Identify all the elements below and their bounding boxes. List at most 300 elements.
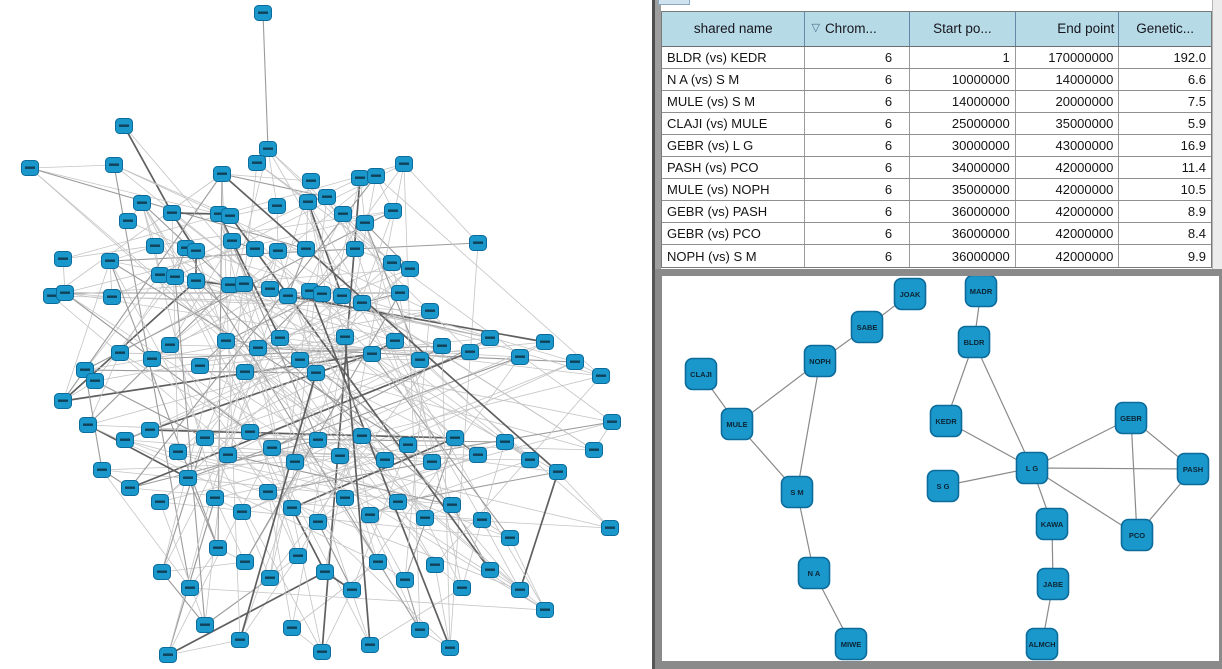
network-node[interactable] [152, 268, 169, 283]
node-label [107, 296, 117, 298]
network-node[interactable] [412, 623, 429, 638]
network-node[interactable] [80, 418, 97, 433]
node-label [119, 125, 129, 127]
network-node[interactable] [310, 515, 327, 530]
network-node-L-G[interactable] [1017, 453, 1048, 484]
table-cell: 11.4 [1181, 159, 1206, 175]
network-node[interactable] [497, 435, 514, 450]
network-node[interactable] [160, 648, 177, 663]
node-label [399, 163, 409, 165]
network-node[interactable] [412, 353, 429, 368]
network-node[interactable] [387, 334, 404, 349]
node-label [485, 337, 495, 339]
network-node[interactable] [264, 441, 281, 456]
table-row[interactable] [662, 179, 1211, 201]
node-label: ALMCH [1028, 640, 1056, 649]
network-node[interactable] [593, 369, 610, 384]
node-label [252, 162, 262, 164]
network-node[interactable] [400, 438, 417, 453]
network-node[interactable] [192, 359, 209, 374]
node-label: JOAK [899, 290, 921, 299]
network-node[interactable] [392, 286, 409, 301]
network-node[interactable] [347, 242, 364, 257]
node-label [607, 421, 617, 423]
node-label [390, 340, 400, 342]
network-node[interactable] [354, 429, 371, 444]
network-node[interactable] [144, 352, 161, 367]
network-node[interactable] [602, 521, 619, 536]
table-cell: 5.9 [1187, 115, 1206, 131]
network-node[interactable] [55, 394, 72, 409]
network-node[interactable] [424, 455, 441, 470]
network-node[interactable] [364, 347, 381, 362]
node-label [393, 501, 403, 503]
table-row[interactable] [662, 157, 1211, 179]
network-node[interactable] [334, 289, 351, 304]
network-node[interactable] [522, 453, 539, 468]
network-node[interactable] [57, 286, 74, 301]
node-label [272, 205, 282, 207]
network-node[interactable] [344, 583, 361, 598]
node-label [485, 569, 495, 571]
node-label [515, 356, 525, 358]
network-node[interactable] [337, 491, 354, 506]
network-node-KEDR[interactable] [931, 406, 962, 437]
network-node[interactable] [242, 425, 259, 440]
network-edge [30, 165, 114, 168]
table-cell: 8.9 [1187, 203, 1206, 219]
network-node-MADR[interactable] [966, 276, 997, 307]
network-node[interactable] [444, 498, 461, 513]
network-node[interactable] [502, 531, 519, 546]
network-node-S-G[interactable] [928, 471, 959, 502]
network-node[interactable] [94, 463, 111, 478]
network-node[interactable] [434, 339, 451, 354]
network-node-PASH[interactable] [1178, 454, 1209, 485]
filter-funnel-icon[interactable]: ▽ [811, 22, 820, 35]
table-row[interactable] [662, 69, 1211, 91]
node-label [145, 429, 155, 431]
network-node[interactable] [362, 508, 379, 523]
network-node[interactable] [317, 565, 334, 580]
network-node[interactable] [87, 374, 104, 389]
node-label [227, 240, 237, 242]
column-header-0[interactable] [662, 12, 805, 46]
node-label [173, 451, 183, 453]
network-node[interactable] [220, 448, 237, 463]
table-cell: 6.6 [1187, 71, 1206, 87]
network-edge [263, 13, 268, 149]
column-header-4[interactable] [1119, 12, 1211, 46]
node-label [225, 215, 235, 217]
network-node[interactable] [287, 455, 304, 470]
table-row[interactable] [662, 91, 1211, 113]
node-label [239, 283, 249, 285]
network-node[interactable] [604, 415, 621, 430]
network-node[interactable] [284, 501, 301, 516]
node-label [97, 469, 107, 471]
node-label [225, 284, 235, 286]
network-node[interactable] [237, 365, 254, 380]
network-node[interactable] [170, 445, 187, 460]
network-node[interactable] [272, 331, 289, 346]
network-node[interactable] [470, 448, 487, 463]
network-node[interactable] [368, 169, 385, 184]
node-label [540, 609, 550, 611]
network-node-BLDR[interactable] [959, 327, 990, 358]
network-node[interactable] [188, 244, 205, 259]
network-node[interactable] [385, 204, 402, 219]
node-label [337, 295, 347, 297]
node-label [420, 517, 430, 519]
node-label [123, 220, 133, 222]
table-cell: GEBR (vs) PASH [662, 201, 805, 222]
network-node[interactable] [224, 234, 241, 249]
network-node[interactable] [249, 156, 266, 171]
network-node[interactable] [314, 287, 331, 302]
node-label [155, 501, 165, 503]
network-node[interactable] [262, 571, 279, 586]
column-header-2[interactable] [910, 12, 1016, 46]
network-node[interactable] [417, 511, 434, 526]
node-label [596, 375, 606, 377]
node-label [371, 175, 381, 177]
network-node[interactable] [303, 174, 320, 189]
node-label [191, 250, 201, 252]
network-node[interactable] [197, 431, 214, 446]
network-node[interactable] [197, 618, 214, 633]
node-label [303, 201, 313, 203]
network-node[interactable] [337, 330, 354, 345]
node-label: N A [807, 569, 821, 578]
network-node[interactable] [247, 242, 264, 257]
detail-network-frame [652, 269, 1222, 669]
node-label [137, 202, 147, 204]
network-node[interactable] [384, 256, 401, 271]
network-node[interactable] [474, 513, 491, 528]
network-node[interactable] [236, 277, 253, 292]
node-label [403, 444, 413, 446]
node-label [165, 344, 175, 346]
node-label [217, 173, 227, 175]
detail-network-canvas [662, 276, 1219, 661]
table-cell: 42000000 [1016, 245, 1120, 267]
network-node[interactable] [142, 423, 159, 438]
network-node[interactable] [280, 289, 297, 304]
network-node[interactable] [210, 541, 227, 556]
node-label [473, 454, 483, 456]
network-node-MIWE[interactable] [836, 629, 867, 660]
node-label [301, 248, 311, 250]
network-node-KAWA[interactable] [1037, 509, 1068, 540]
network-node[interactable] [298, 242, 315, 257]
node-label [105, 260, 115, 262]
network-node[interactable] [308, 366, 325, 381]
node-label [350, 248, 360, 250]
table-cell: 14000000 [1016, 69, 1120, 90]
node-label [365, 514, 375, 516]
node-label [200, 624, 210, 626]
node-label [525, 459, 535, 461]
network-node[interactable] [152, 495, 169, 510]
network-node[interactable] [397, 573, 414, 588]
network-node[interactable] [120, 214, 137, 229]
table-row[interactable] [662, 113, 1211, 135]
node-label [340, 497, 350, 499]
node-label [213, 547, 223, 549]
node-label [210, 497, 220, 499]
network-node-PCO[interactable] [1122, 520, 1153, 551]
node-label [553, 471, 563, 473]
table-scrollbar[interactable] [1212, 0, 1222, 269]
table-row[interactable] [662, 223, 1211, 245]
network-node-JABE[interactable] [1038, 569, 1069, 600]
table-row[interactable] [662, 47, 1211, 69]
network-node-SABE[interactable] [852, 312, 883, 343]
node-label [83, 424, 93, 426]
network-node[interactable] [237, 555, 254, 570]
network-node-NOPH[interactable] [805, 346, 836, 377]
column-header-1[interactable] [805, 12, 910, 46]
node-label [273, 250, 283, 252]
table-cell: PASH (vs) PCO [662, 157, 805, 178]
network-edge [308, 202, 545, 610]
node-label: MULE [726, 420, 748, 429]
table-cell: 34000000 [910, 157, 1016, 178]
table-row[interactable] [662, 135, 1211, 157]
network-node[interactable] [370, 555, 387, 570]
table-cell: 36000000 [910, 245, 1016, 267]
node-label [373, 561, 383, 563]
node-label [457, 587, 467, 589]
network-node[interactable] [402, 262, 419, 277]
network-node[interactable] [512, 350, 529, 365]
network-node[interactable] [512, 583, 529, 598]
network-node[interactable] [537, 335, 554, 350]
table-cell: 6 [805, 113, 910, 134]
table-cell: N A (vs) S M [662, 69, 805, 90]
node-label [357, 302, 367, 304]
node-label [415, 629, 425, 631]
node-label [263, 148, 273, 150]
network-node[interactable] [104, 290, 121, 305]
node-label [287, 627, 297, 629]
node-label [125, 487, 135, 489]
network-edge [520, 472, 558, 590]
network-node[interactable] [396, 157, 413, 172]
network-node-GEBR[interactable] [1116, 403, 1147, 434]
node-label [183, 477, 193, 479]
node-label [245, 431, 255, 433]
network-node[interactable] [22, 161, 39, 176]
network-node[interactable] [102, 254, 119, 269]
node-label [322, 196, 332, 198]
column-header-label: Start po... [933, 21, 992, 37]
network-node[interactable] [470, 236, 487, 251]
node-label: SABE [856, 323, 878, 332]
network-node[interactable] [122, 481, 139, 496]
network-node[interactable] [352, 171, 369, 186]
network-node-N-A[interactable] [799, 558, 830, 589]
network-node[interactable] [270, 244, 287, 259]
network-node[interactable] [427, 558, 444, 573]
network-node[interactable] [482, 563, 499, 578]
node-label [415, 359, 425, 361]
table-cell: MULE (vs) S M [662, 91, 805, 112]
node-label [306, 180, 316, 182]
table-cell: 6 [805, 201, 910, 222]
network-node[interactable] [255, 6, 272, 21]
table-cell: 6 [805, 179, 910, 200]
network-node[interactable] [260, 485, 277, 500]
table-cell: 25000000 [910, 113, 1016, 134]
network-node[interactable] [357, 216, 374, 231]
network-node[interactable] [260, 142, 277, 157]
node-label [157, 571, 167, 573]
node-label [437, 345, 447, 347]
network-node[interactable] [362, 638, 379, 653]
node-label: BLDR [963, 338, 985, 347]
node-label [515, 589, 525, 591]
node-label [360, 222, 370, 224]
network-node[interactable] [134, 196, 151, 211]
network-node[interactable] [300, 195, 317, 210]
node-label [295, 359, 305, 361]
network-node[interactable] [310, 433, 327, 448]
network-node-S-M[interactable] [782, 477, 813, 508]
network-node[interactable] [147, 239, 164, 254]
node-label [195, 365, 205, 367]
network-node[interactable] [377, 453, 394, 468]
network-node-MULE[interactable] [722, 409, 753, 440]
network-node[interactable] [117, 433, 134, 448]
node-label [445, 647, 455, 649]
network-node[interactable] [214, 167, 231, 182]
node-label: KEDR [935, 417, 957, 426]
table-cell: 42000000 [1016, 223, 1120, 244]
network-node[interactable] [454, 581, 471, 596]
network-node[interactable] [154, 565, 171, 580]
network-node[interactable] [164, 206, 181, 221]
table-row[interactable] [662, 201, 1211, 223]
network-node[interactable] [167, 270, 184, 285]
node-label [427, 461, 437, 463]
table-cell: 6 [805, 157, 910, 178]
network-node[interactable] [250, 341, 267, 356]
node-label [473, 242, 483, 244]
table-cell: 192.0 [1173, 49, 1206, 65]
network-node[interactable] [284, 621, 301, 636]
network-node[interactable] [234, 505, 251, 520]
node-label [275, 337, 285, 339]
table-cell: 10.5 [1180, 181, 1206, 197]
network-node[interactable] [567, 355, 584, 370]
network-node[interactable] [390, 495, 407, 510]
network-node[interactable] [290, 549, 307, 564]
network-node[interactable] [332, 449, 349, 464]
network-node[interactable] [335, 207, 352, 222]
table-toolbar-fragment [658, 0, 690, 5]
network-node[interactable] [188, 274, 205, 289]
node-label [313, 439, 323, 441]
network-edge [797, 361, 820, 492]
network-node[interactable] [442, 641, 459, 656]
network-node[interactable] [162, 338, 179, 353]
network-node[interactable] [354, 296, 371, 311]
node-label [430, 564, 440, 566]
network-node[interactable] [537, 603, 554, 618]
network-node[interactable] [55, 252, 72, 267]
network-node-ALMCH[interactable] [1027, 629, 1058, 660]
network-node[interactable] [116, 119, 133, 134]
node-label [355, 177, 365, 179]
node-label [290, 461, 300, 463]
network-node[interactable] [292, 353, 309, 368]
network-node[interactable] [482, 331, 499, 346]
network-node-CLAJI[interactable] [686, 359, 717, 390]
network-node[interactable] [180, 471, 197, 486]
column-header-3[interactable] [1016, 12, 1120, 46]
node-label [405, 268, 415, 270]
node-label [605, 527, 615, 529]
node-label [589, 449, 599, 451]
node-label [338, 213, 348, 215]
network-node[interactable] [222, 209, 239, 224]
node-label [465, 351, 475, 353]
column-header-label: Chrom... [824, 21, 877, 37]
network-node[interactable] [106, 158, 123, 173]
network-node[interactable] [550, 465, 567, 480]
network-node[interactable] [218, 334, 235, 349]
network-node[interactable] [314, 645, 331, 660]
network-node[interactable] [586, 443, 603, 458]
network-node[interactable] [447, 431, 464, 446]
detail-network-panel[interactable] [662, 276, 1219, 661]
network-node[interactable] [112, 346, 129, 361]
node-label [115, 352, 125, 354]
node-label [47, 295, 57, 297]
node-label: CLAJI [690, 370, 712, 379]
table-cell: 6 [805, 135, 910, 156]
network-node[interactable] [319, 190, 336, 205]
node-label [163, 654, 173, 656]
network-node[interactable] [462, 345, 479, 360]
node-label [167, 212, 177, 214]
table-cell: 9.9 [1187, 248, 1206, 264]
node-label [450, 437, 460, 439]
table-row[interactable] [662, 245, 1211, 267]
node-label [387, 262, 397, 264]
node-label [287, 507, 297, 509]
network-node[interactable] [207, 491, 224, 506]
node-label [313, 521, 323, 523]
network-node[interactable] [269, 199, 286, 214]
network-edge [1032, 468, 1193, 469]
network-node[interactable] [232, 633, 249, 648]
network-node[interactable] [422, 304, 439, 319]
node-label [320, 571, 330, 573]
table-cell: 10000000 [910, 69, 1016, 90]
table-cell: CLAJI (vs) MULE [662, 113, 805, 134]
node-label [425, 310, 435, 312]
network-node-JOAK[interactable] [895, 279, 926, 310]
network-node[interactable] [182, 581, 199, 596]
node-label [120, 439, 130, 441]
network-node[interactable] [262, 282, 279, 297]
node-label [25, 167, 35, 169]
node-label [223, 454, 233, 456]
node-label: PASH [1182, 465, 1204, 474]
